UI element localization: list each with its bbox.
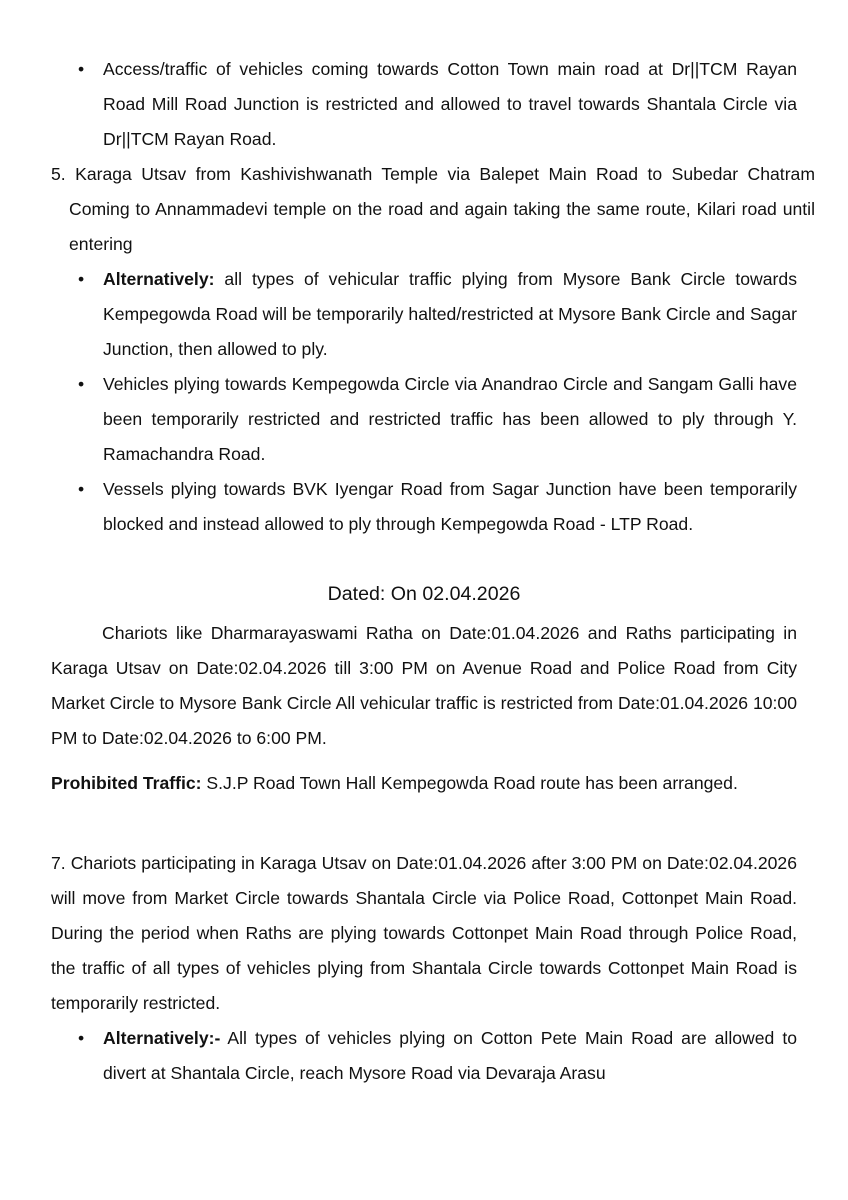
- bullet-cotton-town-access: [103, 52, 797, 157]
- chariots-paragraph: [51, 616, 797, 756]
- item-text: 5. Karaga Utsav from Kashivishwanath Temple via Balepet Main Road to Subedar Chatram Coming to Annammadevi temple on the road and again taking the same route, Kilari road until entering: [51, 164, 815, 254]
- bullet-text: Vehicles plying towards Kempegowda Circle via Anandrao Circle and Sangam Galli have been temporarily restricted and restricted traffic has been allowed to ply through Y. Ramachandra Road.: [103, 374, 797, 464]
- bullet-kempegowda-circle: [103, 367, 797, 472]
- paragraph-text: Chariots like Dharmarayaswami Ratha on Date:01.04.2026 and Raths participating in Karaga Utsav on Date:02.04.2026 till 3:00 PM on Avenue Road and Police Road from City Market Circle to Mysore Bank Circle All vehicular traffic is restricted from Date:01.04.2026 10:00 PM to Date:02.04.2026 to 6:00 PM.: [51, 623, 797, 748]
- paragraph-text: 7. Chariots participating in Karaga Utsav on Date:01.04.2026 after 3:00 PM on Date:02.04.2026 will move from Market Circle towards Shantala Circle via Police Road, Cottonpet Main Road. During the period when Raths are plying towards Cottonpet Main Road through Police Road, the traffic of all types of vehicles plying from Shantala Circle towards Cottonpet Main Road is temporarily restricted.: [51, 853, 797, 1013]
- bullet-text: Access/traffic of vehicles coming towards Cotton Town main road at Dr||TCM Rayan Road Mill Road Junction is restricted and allowed to travel towards Shantala Circle via Dr||TCM Rayan Road.: [103, 59, 797, 149]
- bullet-lead: Alternatively:-: [103, 1028, 221, 1048]
- paragraph-text: S.J.P Road Town Hall Kempegowda Road route has been arranged.: [201, 773, 738, 793]
- item-5-karaga-utsav-route: [51, 157, 815, 262]
- bullet-lead: Alternatively:: [103, 269, 215, 289]
- bullet-text: all types of vehicular traffic plying from Mysore Bank Circle towards Kempegowda Road will be temporarily halted/restricted at Mysore Bank Circle and Sagar Junction, then allowed to ply.: [103, 269, 797, 359]
- bullet-alternatively-cotton-pete: [103, 1021, 797, 1091]
- item-7-chariots-paragraph: [51, 846, 797, 1021]
- bullet-alternatively-mysore-bank: [103, 262, 797, 367]
- prohibited-traffic-paragraph: [51, 766, 797, 801]
- bullet-text: All types of vehicles plying on Cotton Pete Main Road are allowed to divert at Shantala Circle, reach Mysore Road via Devaraja Arasu: [103, 1028, 797, 1083]
- bullet-bvk-iyengar-road: [103, 472, 797, 542]
- heading-text: Dated: On 02.04.2026: [327, 583, 521, 605]
- dated-heading: [51, 577, 797, 612]
- bullet-text: Vessels plying towards BVK Iyengar Road from Sagar Junction have been temporarily blocked and instead allowed to ply through Kempegowda Road - LTP Road.: [103, 479, 797, 534]
- paragraph-lead: Prohibited Traffic:: [51, 773, 202, 793]
